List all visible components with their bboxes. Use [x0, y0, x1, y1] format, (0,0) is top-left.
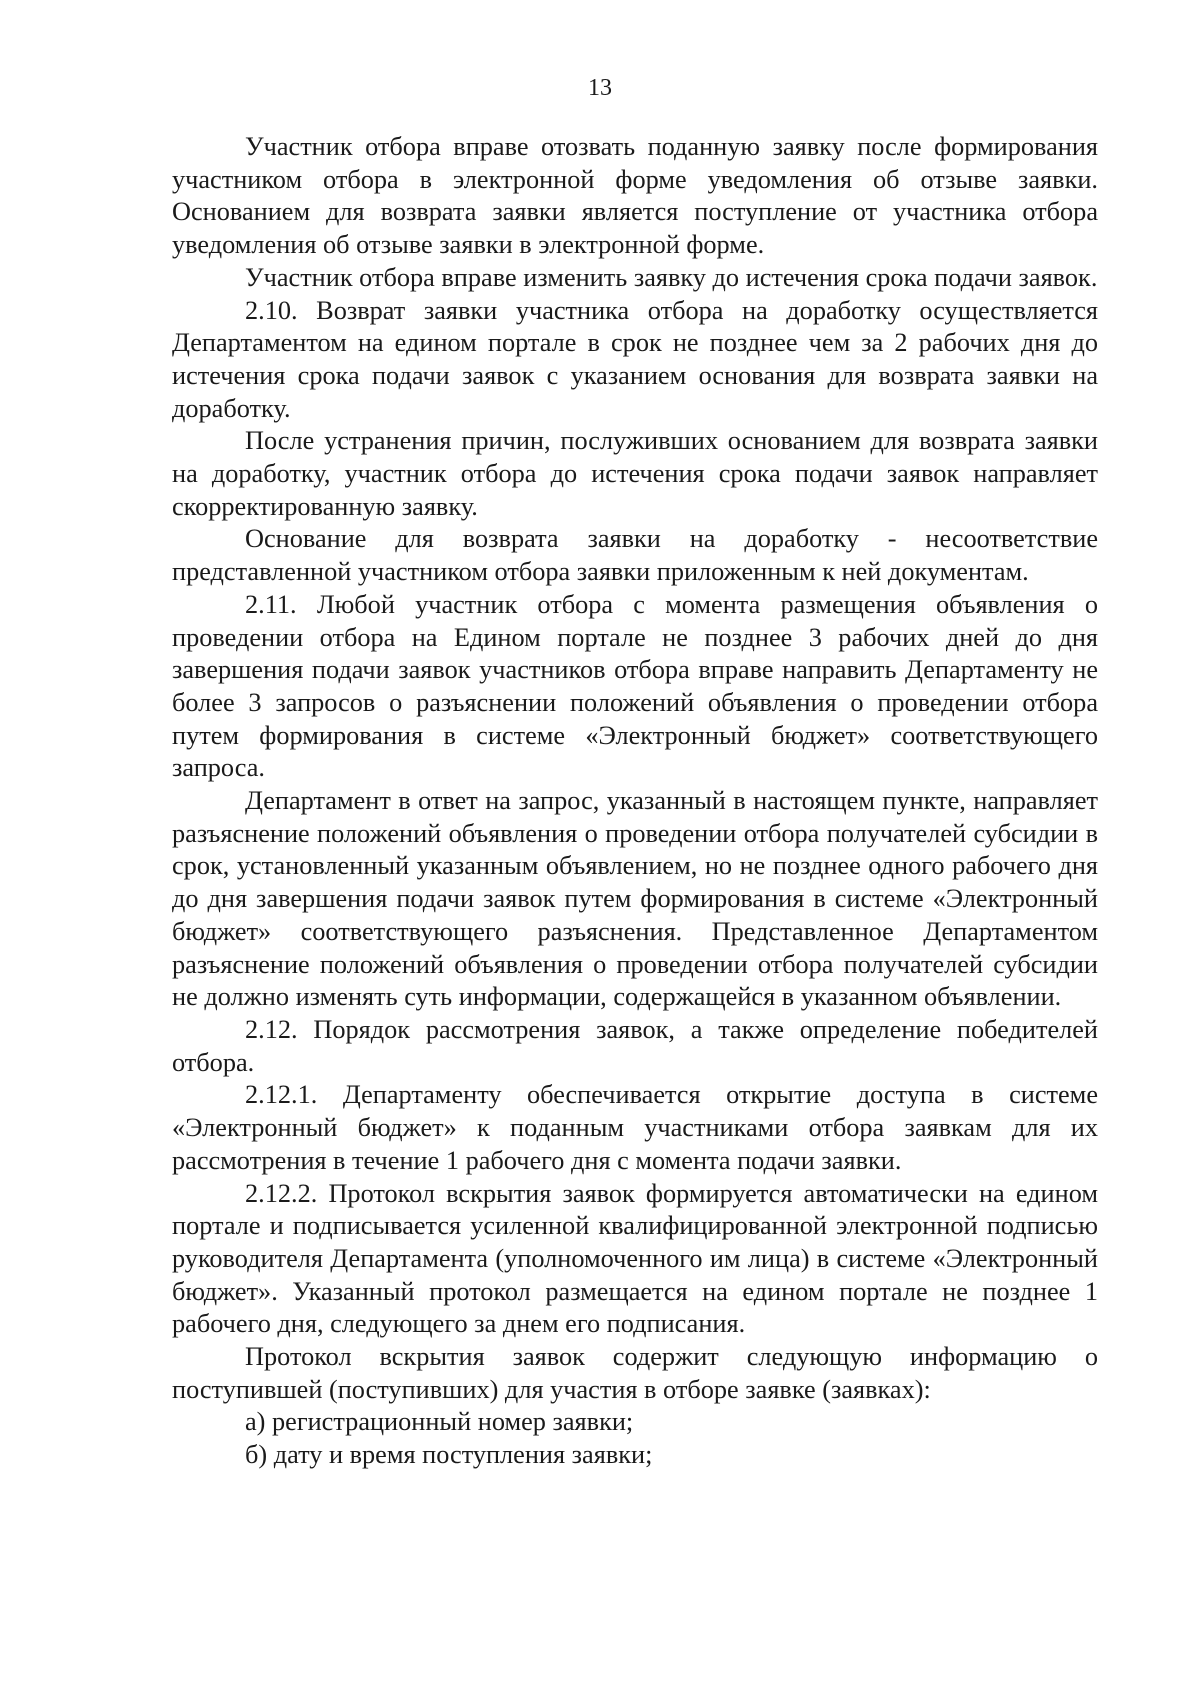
paragraph-2-12-2: 2.12.2. Протокол вскрытия заявок формируется автоматически на едином портале и подписывается усиленной квалифицированной электронной подписью руководителя Департамента (уполномоченного им лица) в системе «Электронный бюджет». Указанный протокол размещается на едином портале не позднее 1 рабочего дня, следующего за днем его подписания.	[172, 1178, 1098, 1339]
paragraph-department-response: Департамент в ответ на запрос, указанный в настоящем пункте, направляет разъяснение положений объявления о проведении отбора получателей субсидии в срок, установленный указанным объявлением, но не позднее одного рабочего дня до дня завершения подачи заявок путем формирования в системе «Электронный бюджет» соответствующего разъяснения. Представленное Департаментом разъяснение положений объявления о проведении отбора получателей субсидии не должно изменять суть информации, содержащейся в указанном объявлении.	[172, 786, 1098, 1012]
paragraph-after-correction: После устранения причин, послуживших основанием для возврата заявки на доработку, участник отбора до истечения срока подачи заявок направляет скорректированную заявку.	[172, 426, 1098, 521]
paragraph-protocol-contents: Протокол вскрытия заявок содержит следующую информацию о поступившей (поступивших) для участия в отборе заявке (заявках):	[172, 1342, 1098, 1404]
paragraph-2-11: 2.11. Любой участник отбора с момента размещения объявления о проведении отбора на Едином портале не позднее 3 рабочих дней до дня завершения подачи заявок участников отбора вправе направить Департаменту не более 3 запросов о разъяснении положений объявления о проведении отбора путем формирования в системе «Электронный бюджет» соответствующего запроса.	[172, 589, 1098, 783]
list-item-a: а) регистрационный номер заявки;	[245, 1407, 634, 1437]
paragraph-withdrawal: Участник отбора вправе отозвать поданную заявку после формирования участником отбора в электронной форме уведомления об отзыве заявки. Основанием для возврата заявки является поступление от участника отбора уведомления об отзыве заявки в электронной форме.	[172, 132, 1098, 260]
paragraph-2-12-1: 2.12.1. Департаменту обеспечивается открытие доступа в системе «Электронный бюджет» к поданным участниками отбора заявкам для их рассмотрения в течение 1 рабочего дня с момента подачи заявки.	[172, 1080, 1098, 1175]
page-number: 13	[588, 75, 612, 101]
list-item-b: б) дату и время поступления заявки;	[245, 1440, 653, 1470]
document-body	[172, 131, 1098, 1472]
paragraph-2-10: 2.10. Возврат заявки участника отбора на доработку осуществляется Департаментом на едином портале в срок не позднее чем за 2 рабочих дня до истечения срока подачи заявок с указанием основания для возврата заявки на доработку.	[172, 295, 1098, 423]
paragraph-change-application: Участник отбора вправе изменить заявку до истечения срока подачи заявок.	[245, 262, 1098, 292]
paragraph-2-12: 2.12. Порядок рассмотрения заявок, а также определение победителей отбора.	[172, 1014, 1098, 1077]
paragraph-return-basis: Основание для возврата заявки на доработку - несоответствие представленной участником отбора заявки приложенным к ней документам.	[172, 524, 1098, 587]
